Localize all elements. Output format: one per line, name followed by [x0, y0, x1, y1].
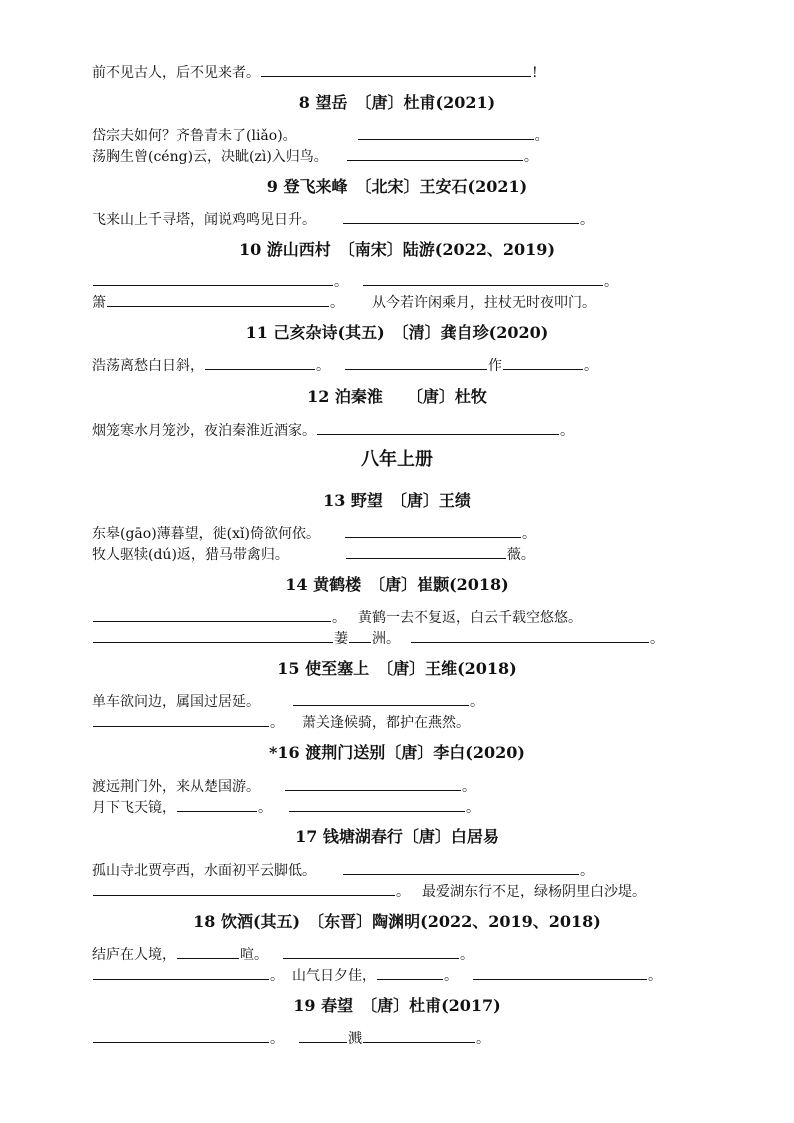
punct: 。 [462, 779, 476, 795]
verse-text: 东皋(gāo)薄暮望，徙(xǐ)倚欲何依。 [92, 526, 320, 542]
verse-line [92, 944, 734, 964]
punct: 。 [334, 274, 348, 290]
verse-line [92, 271, 734, 291]
punct: 。 [332, 610, 346, 626]
answer-blank[interactable] [349, 628, 371, 643]
answer-blank[interactable] [293, 691, 469, 706]
punct: 。 [470, 694, 484, 710]
verse-text: 荡胸生曾(céng)云，决眦(zì)入归鸟。 [92, 149, 328, 165]
answer-blank[interactable] [93, 271, 333, 286]
answer-blank[interactable] [343, 860, 579, 875]
answer-blank[interactable] [107, 292, 329, 307]
answer-blank[interactable] [377, 965, 443, 980]
answer-blank[interactable] [473, 965, 647, 980]
punct: 。 [523, 149, 538, 165]
answer-blank[interactable] [343, 209, 579, 224]
answer-blank[interactable] [358, 125, 534, 140]
poem-title: 18 饮酒(其五) 〔东晋〕陶渊明(2022、2019、2018) [193, 912, 601, 931]
hint-char: 作 [488, 358, 502, 374]
punct: 。 [444, 968, 458, 984]
answer-blank[interactable] [93, 1028, 269, 1043]
verse-text: 最爱湖东行不足，绿杨阴里白沙堤。 [422, 884, 646, 900]
verse-line [92, 62, 734, 82]
verse-text: 飞来山上千寻塔，闻说鸡鸣见日升。 [92, 212, 316, 228]
poem-title: 10 游山西村 〔南宋〕陆游(2022、2019) [238, 240, 556, 259]
verse-text: 月下飞天镜， [92, 800, 176, 816]
verse-line [92, 776, 734, 796]
verse-line [92, 712, 734, 732]
hint-char: 箫 [92, 295, 106, 311]
punct: 。 [476, 1031, 490, 1047]
hint-char: 萋 [334, 631, 348, 647]
answer-blank[interactable] [177, 797, 257, 812]
answer-blank[interactable] [93, 881, 395, 896]
poem-title: 9 登飞来峰 〔北宋〕王安石(2021) [266, 177, 528, 196]
punct: 。 [466, 800, 480, 816]
answer-blank[interactable] [283, 944, 459, 959]
verse-text: 单车欲问边，属国过居延。 [92, 694, 260, 710]
hint-char: 薇 [506, 547, 521, 563]
punct: ! [532, 65, 538, 81]
verse-line [92, 965, 734, 985]
answer-blank[interactable] [93, 965, 269, 980]
verse-text: 牧人驱犊(dú)返，猎马带禽归。 [92, 547, 289, 563]
verse-text: 从今若许闲乘月，拄杖无时夜叩门。 [372, 295, 596, 311]
verse-line [92, 355, 734, 375]
poem-title: *16 渡荆门送别〔唐〕李白(2020) [269, 743, 525, 762]
verse-line [92, 292, 734, 312]
poem-title: 14 黄鹤楼 〔唐〕崔颢(2018) [285, 575, 509, 594]
verse-text: 浩荡离愁白日斜， [92, 358, 204, 374]
verse-text: 烟笼寒水月笼沙，夜泊秦淮近酒家。 [92, 423, 316, 439]
verse-line [92, 691, 734, 711]
answer-blank[interactable] [317, 420, 559, 435]
punct: 。 [648, 968, 662, 984]
poem-title: 13 野望 〔唐〕王绩 [323, 491, 471, 510]
punct: 。 [270, 1031, 284, 1047]
poem-title: 15 使至塞上 〔唐〕王维(2018) [277, 659, 517, 678]
answer-blank[interactable] [411, 628, 649, 643]
punct: 。 [258, 800, 272, 816]
verse-line [92, 607, 734, 627]
punct: 。 [560, 423, 574, 439]
verse-line [92, 146, 734, 166]
poem-title: 17 钱塘湖春行〔唐〕白居易 [295, 827, 499, 846]
answer-blank[interactable] [93, 628, 333, 643]
punct: 。 [270, 715, 284, 731]
verse-line [92, 125, 734, 145]
answer-blank[interactable] [289, 797, 465, 812]
grade-heading: 八年上册 [361, 449, 433, 470]
answer-blank[interactable] [345, 523, 521, 538]
verse-text: 岱宗夫如何？齐鲁青未了(liǎo)。 [92, 128, 297, 144]
punct: 。 [330, 295, 344, 311]
answer-blank[interactable] [363, 271, 603, 286]
answer-blank[interactable] [285, 776, 461, 791]
answer-blank[interactable] [346, 544, 506, 559]
punct: 。 [534, 128, 549, 144]
punct: 。 [521, 526, 536, 542]
answer-blank[interactable] [93, 712, 269, 727]
punct: 。 [580, 212, 594, 228]
answer-blank[interactable] [299, 1028, 347, 1043]
punct: 。 [584, 358, 598, 374]
answer-blank[interactable] [177, 944, 239, 959]
verse-line [92, 209, 734, 229]
verse-line [92, 860, 734, 880]
punct: 。 [580, 863, 594, 879]
verse-text: 山气日夕佳， [292, 968, 376, 984]
poem-title: 11 己亥杂诗(其五) 〔清〕龚自珍(2020) [245, 323, 549, 342]
punct: 。 [316, 358, 330, 374]
punct: 。 [460, 947, 474, 963]
punct: 。 [396, 884, 410, 900]
hint-char: 洲 [372, 631, 386, 647]
verse-line [92, 628, 734, 648]
punct: 。 [386, 631, 400, 647]
verse-line [92, 1028, 734, 1048]
verse-text: 黄鹤一去不复返，白云千载空悠悠。 [358, 610, 582, 626]
punct: 。 [604, 274, 618, 290]
answer-blank[interactable] [363, 1028, 475, 1043]
answer-blank[interactable] [347, 146, 523, 161]
poem-title: 19 春望 〔唐〕杜甫(2017) [293, 996, 501, 1015]
hint-char: 溅 [348, 1031, 362, 1047]
punct: 。 [650, 631, 664, 647]
verse-text: 结庐在人境， [92, 947, 176, 963]
verse-line [92, 420, 734, 440]
answer-blank[interactable] [261, 62, 531, 77]
verse-text: 孤山寺北贾亭西，水面初平云脚低。 [92, 863, 316, 879]
punct: 。 [270, 968, 284, 984]
hint-char: 喧 [240, 947, 254, 963]
poem-title: 12 泊秦淮 〔唐〕杜牧 [307, 387, 487, 406]
verse-text: 前不见古人，后不见来者。 [92, 65, 260, 81]
verse-text: 萧关逢候骑，都护在燕然。 [302, 715, 470, 731]
verse-line [92, 797, 734, 817]
answer-blank[interactable] [205, 355, 315, 370]
punct: 。 [520, 547, 535, 563]
verse-line [92, 523, 734, 543]
verse-line [92, 881, 734, 901]
poem-title: 8 望岳 〔唐〕杜甫(2021) [298, 93, 496, 112]
answer-blank[interactable] [345, 355, 487, 370]
verse-line [92, 544, 734, 564]
answer-blank[interactable] [93, 607, 331, 622]
punct: 。 [254, 947, 268, 963]
verse-text: 渡远荆门外，来从楚国游。 [92, 779, 260, 795]
answer-blank[interactable] [503, 355, 583, 370]
